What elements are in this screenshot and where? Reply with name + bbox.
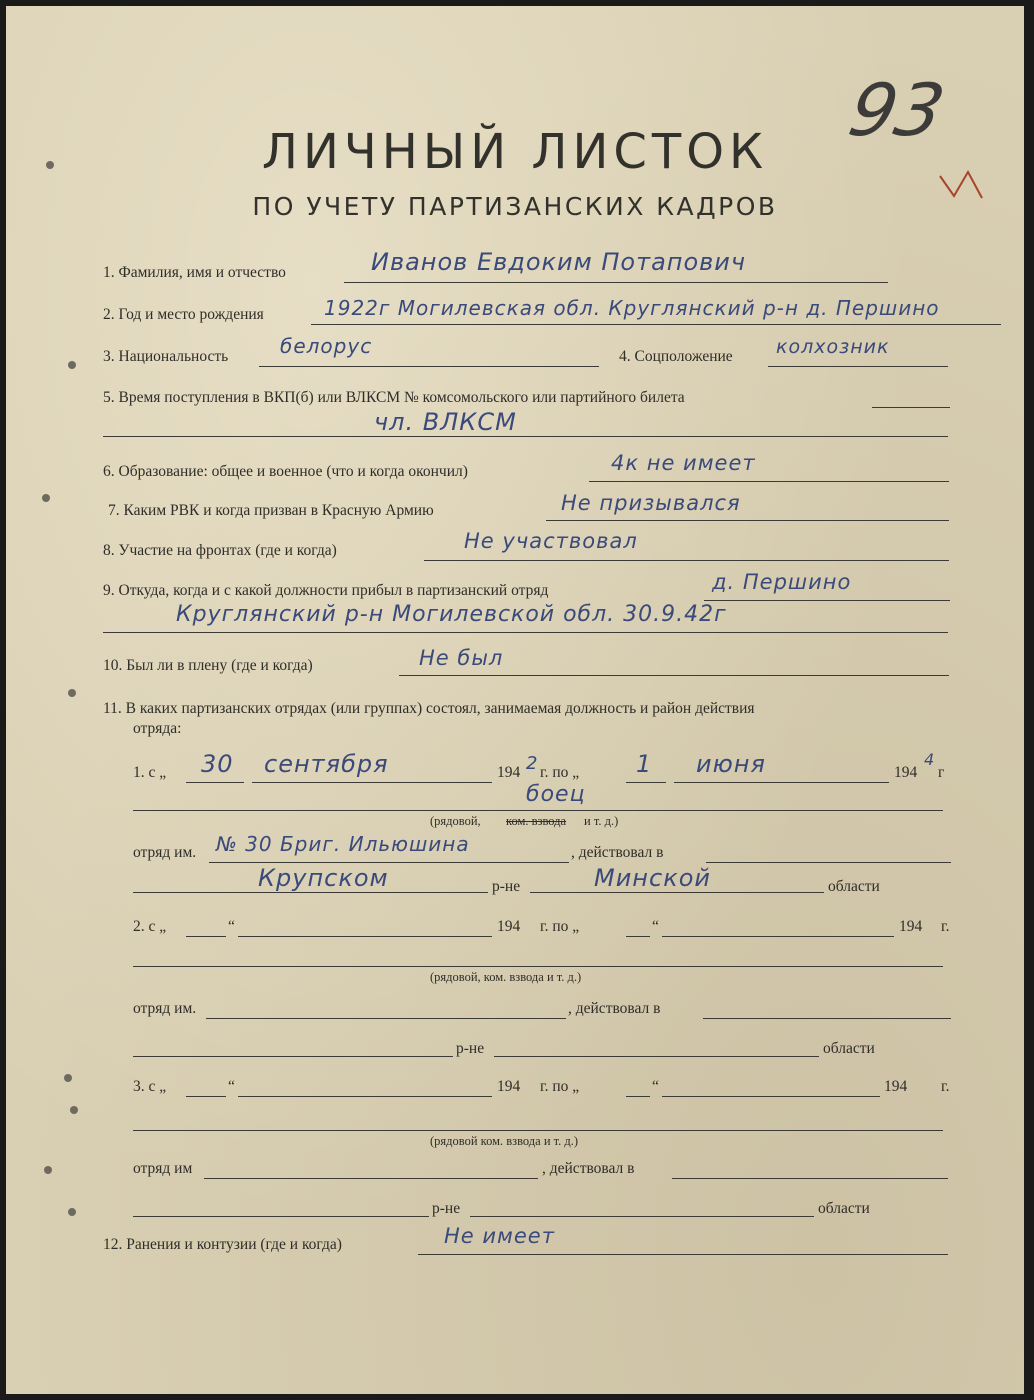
entry-2-month-to-line xyxy=(662,936,894,937)
entry-2-rayon-label: р-не xyxy=(456,1040,485,1057)
page-subtitle: ПО УЧЕТУ ПАРТИЗАНСКИХ КАДРОВ xyxy=(252,192,778,221)
field-2-label: 2. Год и место рождения xyxy=(103,306,264,323)
entry-3-day-to-line xyxy=(626,1096,650,1097)
entry-1-day-from: 30 xyxy=(201,750,234,778)
entry-2-month-from-line xyxy=(238,936,492,937)
entry-1-year-to-prefix: 194 xyxy=(894,764,918,781)
entry-1-otryad-line xyxy=(209,862,569,863)
entry-3-month-from-line xyxy=(238,1096,492,1097)
entry-3-quote2: “ xyxy=(652,1078,659,1095)
entry-1-position-line xyxy=(133,810,943,811)
field-5-line-b xyxy=(103,436,948,437)
entry-3-acted-line xyxy=(672,1178,948,1179)
punch-hole xyxy=(68,689,76,697)
field-1-line xyxy=(344,282,888,283)
entry-2-rayon-line xyxy=(133,1056,453,1057)
entry-2-oblast-label: области xyxy=(823,1040,875,1057)
field-2-line xyxy=(311,324,1001,325)
handwritten-page-number: 93 xyxy=(842,68,952,152)
field-10-label: 10. Был ли в плену (где и когда) xyxy=(103,657,313,674)
field-11-label-cont: отряда: xyxy=(133,720,182,737)
entry-1-acted-line xyxy=(706,862,951,863)
entry-3-g-end: г. xyxy=(941,1078,950,1095)
entry-1-oblast-label: области xyxy=(828,878,880,895)
entry-1-oblast-value: Минской xyxy=(594,864,711,892)
field-7-line xyxy=(546,520,949,521)
entry-3-num: 3. с „ xyxy=(133,1078,167,1095)
field-1-value: Иванов Евдоким Потапович xyxy=(371,248,747,276)
entry-3-otryad-label: отряд им xyxy=(133,1160,193,1177)
field-12-label: 12. Ранения и контузии (где и когда) xyxy=(103,1236,342,1253)
entry-2-position-hint: (рядовой, ком. взвода и т. д.) xyxy=(430,970,582,984)
entry-2-acted-label: , действовал в xyxy=(568,1000,661,1017)
entry-1-day-from-line xyxy=(186,782,244,783)
field-11-label: 11. В каких партизанских отрядах (или группах) состоял, занимаемая должность и район действия xyxy=(103,700,755,717)
field-8-label: 8. Участие на фронтах (где и когда) xyxy=(103,542,337,559)
form-sheet xyxy=(6,6,1024,1394)
field-6-label: 6. Образование: общее и военное (что и когда окончил) xyxy=(103,463,468,480)
entry-3-month-to-line xyxy=(662,1096,880,1097)
entry-3-position-line xyxy=(133,1130,943,1131)
entry-1-num: 1. с „ xyxy=(133,764,167,781)
field-9-label: 9. Откуда, когда и с какой должности прибыл в партизанский отряд xyxy=(103,582,549,599)
entry-2-acted-line xyxy=(703,1018,951,1019)
entry-3-rayon-label: р-не xyxy=(432,1200,461,1217)
punch-hole xyxy=(64,1074,72,1082)
entry-1-rayon-value: Крупском xyxy=(258,864,389,892)
field-3-label: 3. Национальность xyxy=(103,348,229,365)
entry-2-day-from-line xyxy=(186,936,226,937)
field-6-value: 4к не имеет xyxy=(611,451,756,475)
field-4-value: колхозник xyxy=(776,336,890,358)
entry-3-acted-label: , действовал в xyxy=(542,1160,635,1177)
field-1-label: 1. Фамилия, имя и отчество xyxy=(103,264,286,281)
entry-3-oblast-line xyxy=(470,1216,814,1217)
field-4-line xyxy=(768,366,948,367)
field-3-line xyxy=(259,366,599,367)
field-12-value: Не имеет xyxy=(444,1224,555,1248)
entry-2-mid: г. по „ xyxy=(540,918,580,935)
entry-3-quote: “ xyxy=(228,1078,235,1095)
field-4-label: 4. Соцположение xyxy=(619,348,733,365)
entry-2-g-end: г. xyxy=(941,918,950,935)
entry-1-month-from: сентября xyxy=(264,750,389,778)
entry-3-mid: г. по „ xyxy=(540,1078,580,1095)
entry-1-year-from-digit: 2 xyxy=(526,753,539,774)
entry-1-month-to-line xyxy=(674,782,889,783)
entry-1-otryad-label: отряд им. xyxy=(133,844,197,861)
entry-1-position-hint-b: ком. взвода xyxy=(506,814,567,828)
field-5-line-a xyxy=(872,407,950,408)
entry-3-position-hint: (рядовой ком. взвода и т. д.) xyxy=(430,1134,579,1148)
entry-1-oblast-line xyxy=(530,892,824,893)
entry-3-oblast-label: области xyxy=(818,1200,870,1217)
entry-2-otryad-label: отряд им. xyxy=(133,1000,197,1017)
entry-1-position-hint-a: (рядовой, xyxy=(430,814,481,828)
punch-hole xyxy=(70,1106,78,1114)
field-10-line xyxy=(399,675,949,676)
field-5-label: 5. Время поступления в ВКП(б) или ВЛКСМ № комсомольского или партийного билета xyxy=(103,389,685,406)
entry-2-num: 2. с „ xyxy=(133,918,167,935)
entry-3-day-from-line xyxy=(186,1096,226,1097)
entry-3-year-to: 194 xyxy=(884,1078,908,1095)
entry-1-year-from-prefix: 194 xyxy=(497,764,521,781)
entry-2-quote: “ xyxy=(228,918,235,935)
entry-3-rayon-line xyxy=(133,1216,429,1217)
entry-1-day-to: 1 xyxy=(636,750,653,778)
punch-hole xyxy=(68,361,76,369)
entry-2-year-to: 194 xyxy=(899,918,923,935)
field-8-line xyxy=(424,560,949,561)
field-10-value: Не был xyxy=(419,646,504,670)
entry-1-month-from-line xyxy=(252,782,492,783)
field-7-value: Не призывался xyxy=(561,491,741,515)
entry-2-day-to-line xyxy=(626,936,650,937)
field-12-line xyxy=(418,1254,948,1255)
field-6-line xyxy=(589,481,949,482)
field-8-value: Не участвовал xyxy=(464,529,638,553)
entry-2-quote2: “ xyxy=(652,918,659,935)
punch-hole xyxy=(42,494,50,502)
page-title: ЛИЧНЫЙ ЛИСТОК xyxy=(261,124,769,180)
field-9-line-a xyxy=(704,600,950,601)
field-3-value: белорус xyxy=(280,334,373,358)
field-5-value: чл. ВЛКСМ xyxy=(374,408,517,436)
entry-1-rayon-label: р-не xyxy=(492,878,521,895)
entry-1-otryad-value: № 30 Бриг. Ильюшина xyxy=(216,832,470,856)
entry-1-position-hint-c: и т. д.) xyxy=(584,814,619,828)
entry-3-otryad-line xyxy=(204,1178,538,1179)
entry-2-year-from: 194 xyxy=(497,918,521,935)
entry-3-year-from: 194 xyxy=(497,1078,521,1095)
entry-1-month-to: июня xyxy=(696,750,766,778)
field-2-value: 1922г Могилевская обл. Круглянский р-н д. Першино xyxy=(324,296,940,320)
entry-1-rayon-line xyxy=(133,892,488,893)
punch-hole xyxy=(44,1166,52,1174)
entry-2-position-line xyxy=(133,966,943,967)
entry-1-day-to-line xyxy=(626,782,666,783)
entry-1-mid: г. по „ xyxy=(540,764,580,781)
entry-1-acted-label: , действовал в xyxy=(571,844,664,861)
field-9-line-b xyxy=(103,632,948,633)
field-9-value-2: Круглянский р-н Могилевской обл. 30.9.42г xyxy=(176,602,727,627)
punch-hole xyxy=(68,1208,76,1216)
entry-2-otryad-line xyxy=(206,1018,566,1019)
field-9-value-1: д. Першино xyxy=(712,570,852,594)
entry-2-oblast-line xyxy=(494,1056,819,1057)
entry-1-g-end: г xyxy=(938,764,945,781)
field-7-label: 7. Каким РВК и когда призван в Красную Армию xyxy=(108,502,434,519)
entry-1-year-to-digit: 4 xyxy=(924,750,936,769)
entry-1-position-value: боец xyxy=(526,782,586,807)
